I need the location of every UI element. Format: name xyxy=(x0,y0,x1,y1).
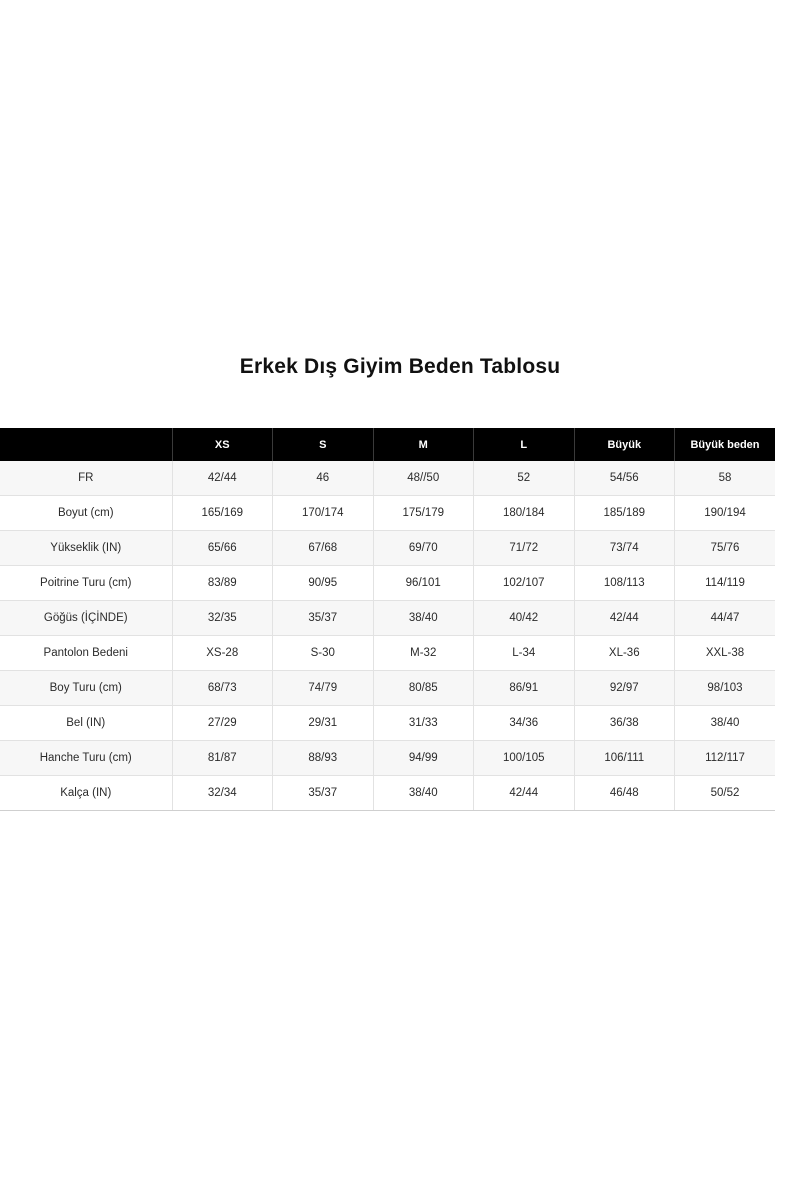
table-cell: 108/113 xyxy=(574,566,675,601)
table-cell: 44/47 xyxy=(675,601,776,636)
column-header-l: L xyxy=(474,428,575,461)
table-cell: 102/107 xyxy=(474,566,575,601)
table-row xyxy=(0,601,775,636)
row-label: Hanche Turu (cm) xyxy=(0,741,172,776)
column-header-m: M xyxy=(373,428,474,461)
table-cell: 92/97 xyxy=(574,671,675,706)
table-cell: 98/103 xyxy=(675,671,776,706)
table-cell: 96/101 xyxy=(373,566,474,601)
table-cell: 100/105 xyxy=(474,741,575,776)
table-cell: 80/85 xyxy=(373,671,474,706)
table-cell: S-30 xyxy=(273,636,374,671)
row-label: Yükseklik (IN) xyxy=(0,531,172,566)
table-cell: 185/189 xyxy=(574,496,675,531)
table-header xyxy=(0,428,775,461)
table-row xyxy=(0,566,775,601)
row-label: Poitrine Turu (cm) xyxy=(0,566,172,601)
table-cell: 71/72 xyxy=(474,531,575,566)
table-cell: 175/179 xyxy=(373,496,474,531)
table-cell: 114/119 xyxy=(675,566,776,601)
table-row xyxy=(0,531,775,566)
row-label: Bel (IN) xyxy=(0,706,172,741)
table-cell: 67/68 xyxy=(273,531,374,566)
table-cell: 90/95 xyxy=(273,566,374,601)
table-cell: 94/99 xyxy=(373,741,474,776)
table-cell: 38/40 xyxy=(373,601,474,636)
table-cell: 35/37 xyxy=(273,601,374,636)
table-cell: 36/38 xyxy=(574,706,675,741)
table-cell: M-32 xyxy=(373,636,474,671)
table-cell: 73/74 xyxy=(574,531,675,566)
table-cell: 38/40 xyxy=(675,706,776,741)
table-cell: 42/44 xyxy=(172,461,273,496)
column-header-xs: XS xyxy=(172,428,273,461)
table-corner-cell xyxy=(0,428,172,461)
table-cell: 42/44 xyxy=(474,776,575,811)
table-cell: 40/42 xyxy=(474,601,575,636)
table-cell: 29/31 xyxy=(273,706,374,741)
table-cell: 42/44 xyxy=(574,601,675,636)
table-cell: 112/117 xyxy=(675,741,776,776)
table-cell: 190/194 xyxy=(675,496,776,531)
table-row xyxy=(0,671,775,706)
row-label: FR xyxy=(0,461,172,496)
row-label: Boy Turu (cm) xyxy=(0,671,172,706)
table-row xyxy=(0,776,775,811)
table-cell: XL-36 xyxy=(574,636,675,671)
table-cell: L-34 xyxy=(474,636,575,671)
table-cell: 58 xyxy=(675,461,776,496)
table-cell: 35/37 xyxy=(273,776,374,811)
table-cell: 165/169 xyxy=(172,496,273,531)
table-cell: 46/48 xyxy=(574,776,675,811)
table-row xyxy=(0,706,775,741)
table-cell: 46 xyxy=(273,461,374,496)
table-cell: 83/89 xyxy=(172,566,273,601)
row-label: Göğüs (İÇİNDE) xyxy=(0,601,172,636)
table-cell: 86/91 xyxy=(474,671,575,706)
table-cell: 65/66 xyxy=(172,531,273,566)
table-cell: 34/36 xyxy=(474,706,575,741)
row-label: Kalça (IN) xyxy=(0,776,172,811)
page-title: Erkek Dış Giyim Beden Tablosu xyxy=(239,355,561,378)
size-table-container xyxy=(0,428,775,811)
table-cell: 75/76 xyxy=(675,531,776,566)
column-header-buyuk: Büyük xyxy=(574,428,675,461)
column-header-s: S xyxy=(273,428,374,461)
table-cell: 68/73 xyxy=(172,671,273,706)
table-row xyxy=(0,741,775,776)
table-cell: 27/29 xyxy=(172,706,273,741)
table-cell: XS-28 xyxy=(172,636,273,671)
size-table xyxy=(0,428,775,811)
table-body xyxy=(0,461,775,811)
row-label: Pantolon Bedeni xyxy=(0,636,172,671)
table-cell: 88/93 xyxy=(273,741,374,776)
table-cell: 180/184 xyxy=(474,496,575,531)
table-row xyxy=(0,636,775,671)
table-cell: 32/34 xyxy=(172,776,273,811)
table-header-row xyxy=(0,428,775,461)
table-cell: 50/52 xyxy=(675,776,776,811)
table-cell: 48//50 xyxy=(373,461,474,496)
table-cell: 170/174 xyxy=(273,496,374,531)
table-cell: 31/33 xyxy=(373,706,474,741)
table-cell: 74/79 xyxy=(273,671,374,706)
table-row xyxy=(0,496,775,531)
table-cell: 54/56 xyxy=(574,461,675,496)
table-row xyxy=(0,461,775,496)
table-cell: 32/35 xyxy=(172,601,273,636)
table-cell: XXL-38 xyxy=(675,636,776,671)
table-cell: 81/87 xyxy=(172,741,273,776)
column-header-buyuk-beden: Büyük beden xyxy=(675,428,776,461)
table-cell: 38/40 xyxy=(373,776,474,811)
row-label: Boyut (cm) xyxy=(0,496,172,531)
table-cell: 106/111 xyxy=(574,741,675,776)
table-cell: 52 xyxy=(474,461,575,496)
table-cell: 69/70 xyxy=(373,531,474,566)
